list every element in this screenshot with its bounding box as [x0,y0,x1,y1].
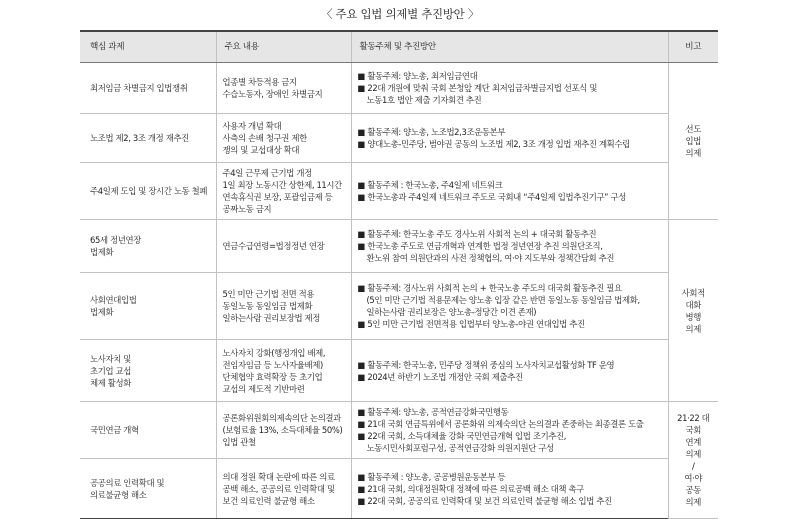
plan-cell: ■ 활동주체: 양노총, 공적연금강화국민행동 ■ 21대 국회 연금특위에서 공론화위 의제숙의단 논의결과 존중하는 최종결론 도출 ■ 22대 국회, 소득대체율 강화 국민연금개혁 입법 조기추진, 노동시민사회포럼구성, 공적연금강화 의원지원단 구성 [351,402,668,459]
header-plan: 활동주체 및 추진방안 [351,31,668,63]
table-row [80,163,718,220]
plan-cell: ■ 활동주체: 경사노위 사회적 논의 + 한국노총 주도의 대국회 활동추진 필요 (5인 미만 근기법 적용문제는 양노총 입장 같은 반면 동일노동 동일임금 법제화, 일하는사람 권리보장은 양노총-정당간 이견 존재) ■ 5인 미만 근기법 전면적용 입법부터 양노총-야권 연대입법 추진 [351,273,668,340]
task-cell: 노사자치 및 초기업 교섭 체제 활성화 [80,340,216,402]
task-cell: 주4일제 도입 및 장시간 노동 철폐 [80,163,216,220]
table-row [80,459,718,519]
note-cell-leading: 선도 입법 의제 [668,63,718,220]
plan-cell: ■ 활동주체: 한국노총 주도 경사노위 사회적 논의 + 대국회 활동추진 ■ 한국노총 주도로 연금개혁과 연계한 법정 정년연장 추진 의원단조직, 환노위 참여 의원단과의 사전 정책협의, 여·야 지도부와 정책간담회 추진 [351,220,668,273]
task-cell: 최저임금 차별금지 입법쟁취 [80,63,216,114]
content-cell: 공론화위원회의제속의단 논의결과 (보험료율 13%, 소득대체율 50%) 입법 관철 [216,402,351,459]
plan-cell: ■ 활동주체 : 양노총, 공공병원운동본부 등 ■ 21대 국회, 의대정원확대 정책에 따른 의료공백 해소 대책 촉구 ■ 22대 국회, 공공의료 인력확대 및 보건 의료인력 불균형 해소 입법 추진 [351,459,668,519]
table-header-row [80,31,718,63]
plan-cell: ■ 활동주체: 양노총, 노조법2,3조운동본부 ■ 양대노총-민주당, 범야권 공동의 노조법 제2, 3조 개정 입법 재추진 계획수립 [351,114,668,163]
table-row [80,340,718,402]
table-row [80,63,718,114]
table-row [80,273,718,340]
content-cell: 5인 미만 근기법 전면 적용 동일노동 동일임금 법제화 일하는사람 권리보장법 제정 [216,273,351,340]
content-cell: 주4일 근무제 근기법 개정 1일 최장 노동시간 상한제, 11시간 연속휴식권 보장, 포괄임금제 등 공짜노동 금지 [216,163,351,220]
content-cell: 노사자치 강화(행정개입 배제, 전임자임금 등 노사자율배제) 단체협약 효력확장 등 초기업 교섭의 제도적 기반마련 [216,340,351,402]
task-cell: 공공의료 인력확대 및 의료불균형 해소 [80,459,216,519]
page-title: 〈 주요 입법 의제별 추진방안 〉 [320,7,480,21]
table-row [80,402,718,459]
plan-cell: ■ 활동주체 : 한국노총, 주4일제 네트워크 ■ 한국노총과 주4일제 네트워크 주도로 국회내 “주4일제 입법추진기구” 구성 [351,163,668,220]
header-note: 비고 [668,31,718,63]
task-cell: 국민연금 개혁 [80,402,216,459]
table-row [80,114,718,163]
content-cell: 업종별 차등적용 금지 수습노동자, 장애인 차별금지 [216,63,351,114]
task-cell: 노조법 제2, 3조 개정 재추진 [80,114,216,163]
header-content: 주요 내용 [216,31,351,63]
plan-cell: ■ 활동주체: 한국노총, 민주당 정책위 중심의 노사자치교섭활성화 TF 운영 ■ 2024년 하반기 노조법 개정안 국회 제출추진 [351,340,668,402]
table-row [80,220,718,273]
plan-cell: ■ 활동주체: 양노총, 최저임금연대 ■ 22대 개원에 맞춰 국회 본청앞 계단 최저임금차별금지법 선포식 및 노동1호 법안 제출 기자회견 추진 [351,63,668,114]
note-cell-social-dialogue: 사회적 대화 병행 의제 [668,220,718,402]
content-cell: 연금수급연령=법정정년 연장 [216,220,351,273]
note-cell-assembly: 21·22 대 국회 연계 의제 / 여·야 공동 의제 [668,402,718,519]
content-cell: 사용자 개념 확대 사측의 손배 청구권 제한 쟁의 및 교섭대상 확대 [216,114,351,163]
task-cell: 사회연대입법 법제화 [80,273,216,340]
header-task: 핵심 과제 [80,31,216,63]
content-cell: 의대 정원 확대 논란에 따른 의료 공백 해소, 공공의료 인력확대 및 보건 의료인력 불균형 해소 [216,459,351,519]
policy-table [80,30,718,519]
task-cell: 65세 정년연장 법제화 [80,220,216,273]
